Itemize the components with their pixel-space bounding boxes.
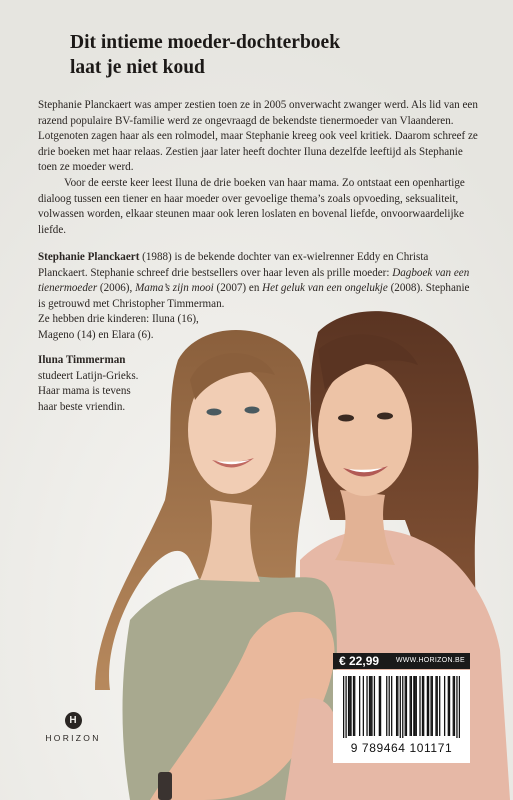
barcode-bar xyxy=(353,676,354,736)
bio-stephanie-name: Stephanie Planckaert xyxy=(38,251,140,263)
barcode-bar xyxy=(391,676,392,736)
barcode-bar xyxy=(435,676,436,736)
barcode-bar xyxy=(400,676,401,738)
publisher-name: HORIZON xyxy=(45,733,101,743)
barcode-bar xyxy=(363,676,364,736)
barcode-bar xyxy=(439,676,440,736)
barcode-bar xyxy=(453,676,454,736)
barcode-bar xyxy=(386,676,387,736)
barcode-bar xyxy=(366,676,367,736)
barcode-bar xyxy=(370,676,371,736)
bio-iluna xyxy=(38,353,208,415)
bio-stephanie-text-1: (1988) is de bekende dochter van ex-wielrenner Eddy en Christa Planckaert. Stephanie schreef drie bestsellers over haar leven als prille moeder: xyxy=(38,251,429,279)
publisher-logo-icon xyxy=(65,712,82,729)
publisher-logo-letter: H xyxy=(69,715,77,726)
barcode xyxy=(343,676,460,738)
barcode-bar xyxy=(402,676,403,738)
barcode-bar xyxy=(371,676,372,736)
bio-iluna-line-2: Haar mama is tevens xyxy=(38,385,131,398)
bio-iluna-line-1: studeert Latijn-Grieks. xyxy=(38,369,139,382)
bio-stephanie-text-6: Mageno (14) en Elara (6). xyxy=(38,328,154,341)
barcode-bar xyxy=(414,676,415,736)
barcode-bar xyxy=(449,676,450,736)
barcode-bar xyxy=(348,676,349,736)
barcode-bar xyxy=(432,676,433,736)
intro-text xyxy=(38,98,478,238)
book-title-1: Dagboek van een tienermoeder xyxy=(38,266,470,295)
price-bar xyxy=(333,653,470,669)
intro-paragraph-1: Stephanie Planckaert was amper zestien toen ze in 2005 onverwacht zwanger werd. Als lid van een razend populaire BV-familie werd ze ongevraagd de bekendste tienermoeder van Vlaanderen. Lotgenoten zagen haar als een rolmodel, maar Stephanie kreeg ook veel kritiek. Daarom schreef ze drie boeken met haar relaas. Zestien jaar later heeft dochter Iluna dezelfde leeftijd als Stephanie toen ze moeder werd. xyxy=(38,99,478,174)
barcode-bar xyxy=(419,676,420,736)
book-title-2: Mama’s zijn mooi xyxy=(135,282,214,295)
barcode-bar xyxy=(423,676,424,736)
barcode-bar xyxy=(345,676,346,738)
barcode-bar xyxy=(396,676,397,736)
barcode-bar xyxy=(380,676,381,736)
publisher-website: WWW.HORIZON.BE xyxy=(395,657,465,664)
barcode-bar xyxy=(437,676,438,736)
barcode-bar xyxy=(354,676,355,736)
barcode-bar xyxy=(448,676,449,736)
barcode-box xyxy=(333,670,470,763)
bio-stephanie-text-4: (2008). Stephanie is getrouwd met Christopher Timmerman. xyxy=(38,282,470,310)
headline-line-1: Dit intieme moeder-dochterboek xyxy=(70,32,341,53)
barcode-bar xyxy=(369,676,370,736)
bio-stephanie-text-3: (2007) en xyxy=(213,282,263,295)
barcode-bar xyxy=(427,676,428,736)
barcode-bar xyxy=(410,676,411,736)
headline-line-2: laat je niet koud xyxy=(70,57,205,78)
intro-paragraph-2: Voor de eerste keer leest Iluna de drie boeken van haar mama. Zo ontstaat een openhartige dialoog tussen een tiener en haar moeder over gevoelige thema’s zoals opvoeding, seksualiteit, volwassen worden, elkaar steunen maar ook leren loslaten en bovenal liefde, onvoorwaardelijke liefde. xyxy=(38,176,465,236)
barcode-bar xyxy=(454,676,455,736)
barcode-bar xyxy=(444,676,445,736)
barcode-bar xyxy=(422,676,423,736)
barcode-bar xyxy=(349,676,350,736)
barcode-bar xyxy=(374,676,375,736)
barcode-bar xyxy=(428,676,429,736)
barcode-bar xyxy=(397,676,398,736)
bio-iluna-line-3: haar beste vriendin. xyxy=(38,400,126,413)
book-title-3: Het geluk van een ongelukje xyxy=(262,282,388,295)
bio-stephanie-text-5: Ze hebben drie kinderen: Iluna (16), xyxy=(38,313,199,326)
barcode-bar xyxy=(359,676,360,736)
barcode-bar xyxy=(456,676,457,738)
bio-stephanie-text-2: (2006), xyxy=(97,282,136,295)
bio-stephanie xyxy=(38,250,478,344)
price: € 22,99 xyxy=(339,654,380,668)
barcode-bar xyxy=(379,676,380,736)
headline xyxy=(70,30,500,80)
barcode-bar xyxy=(430,676,431,736)
barcode-bar xyxy=(459,676,460,738)
barcode-bar xyxy=(406,676,407,736)
barcode-bar xyxy=(413,676,414,736)
bio-iluna-name: Iluna Timmerman xyxy=(38,354,126,366)
publisher-logo xyxy=(32,712,114,743)
barcode-bar xyxy=(389,676,390,736)
barcode-bar xyxy=(343,676,344,738)
barcode-bar xyxy=(411,676,412,736)
barcode-bar xyxy=(405,676,406,736)
barcode-bar xyxy=(350,676,351,736)
isbn-number: 9 789464 101171 xyxy=(350,741,453,755)
barcode-bar xyxy=(416,676,417,736)
